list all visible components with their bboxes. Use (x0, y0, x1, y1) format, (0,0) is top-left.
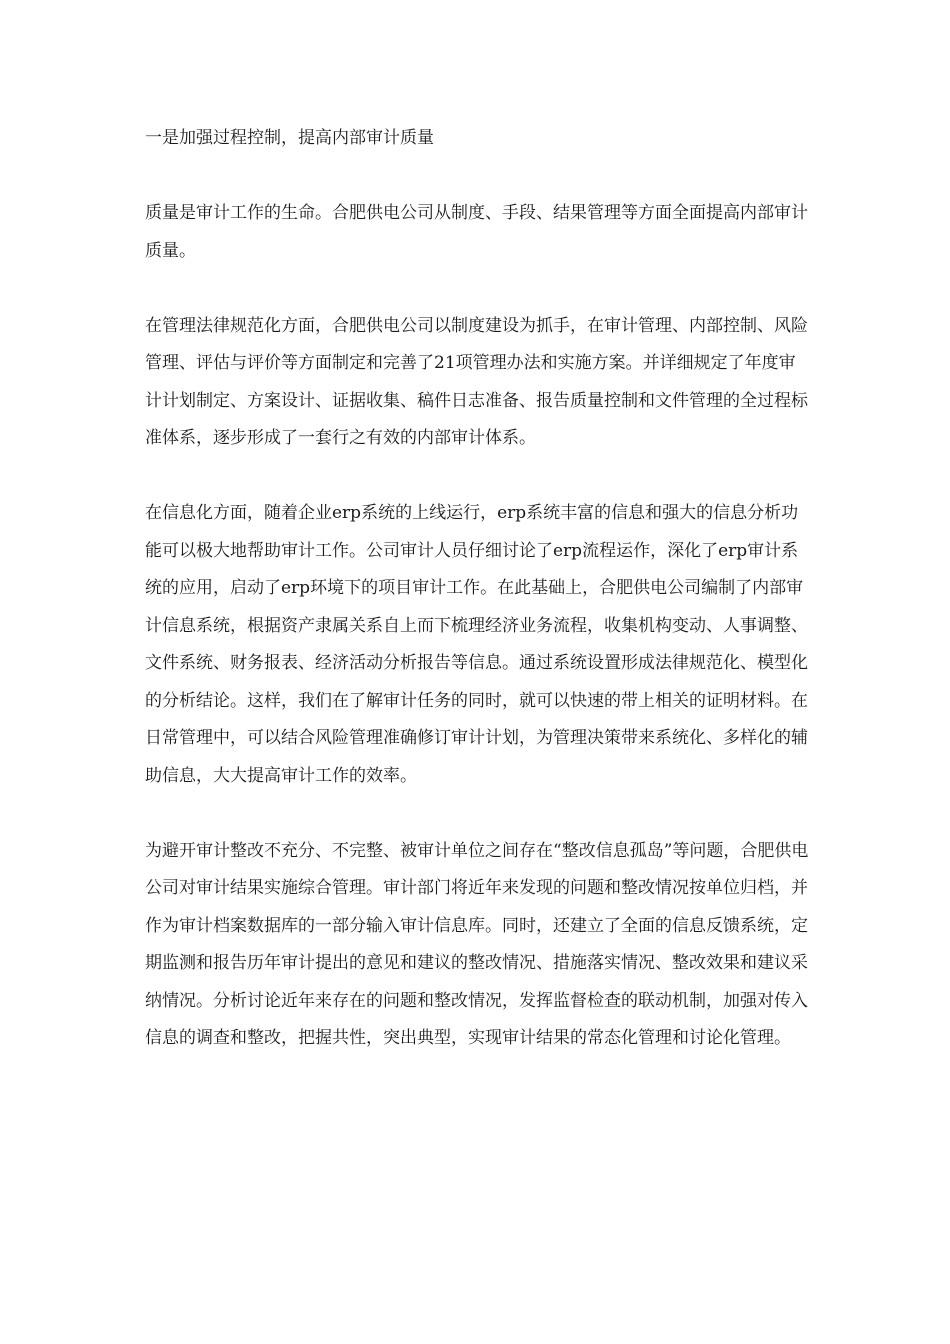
paragraph-rectification: 为避开审计整改不充分、不完整、被审计单位之间存在“整改信息孤岛”等问题，合肥供电公司对审计结果实施综合管理。审计部门将近年来发现的问题和整改情况按单位归档，并作为审计档案数据库的一部分输入审计信息库。同时，还建立了全面的信息反馈系统，定期监测和报告历年审计提出的意见和建议的整改情况、措施落实情况、整改效果和建议采纳情况。分析讨论近年来存在的问题和整改情况，发挥监督检查的联动机制，加强对传入信息的调查和整改，把握共性，突出典型，实现审计结果的常态化管理和讨论化管理。 (145, 840, 809, 1048)
paragraph-quality-intro: 质量是审计工作的生命。合肥供电公司从制度、手段、结果管理等方面全面提高内部审计质量。 (145, 203, 808, 261)
section-heading: 一是加强过程控制，提高内部审计质量 (145, 128, 434, 148)
document-body (145, 120, 810, 1095)
paragraph-informatization: 在信息化方面，随着企业erp系统的上线运行，erp系统丰富的信息和强大的信息分析功能可以极大地帮助审计工作。公司审计人员仔细讨论了erp流程运作，深化了erp审计系统的应用，启动了erp环境下的项目审计工作。在此基础上，合肥供电公司编制了内部审计信息系统，根据资产隶属关系自上而下梳理经济业务流程，收集机构变动、人事调整、文件系统、财务报表、经济活动分析报告等信息。通过系统设置形成法律规范化、模型化的分析结论。这样，我们在了解审计任务的同时，就可以快速的带上相关的证明材料。在日常管理中，可以结合风险管理准确修订审计计划，为管理决策带来系统化、多样化的辅助信息，大大提高审计工作的效率。 (145, 503, 808, 786)
paragraph-regulation: 在管理法律规范化方面，合肥供电公司以制度建设为抓手，在审计管理、内部控制、风险管理、评估与评价等方面制定和完善了21项管理办法和实施方案。并详细规定了年度审计计划制定、方案设计、证据收集、稿件日志准备、报告质量控制和文件管理的全过程标准体系，逐步形成了一套行之有效的内部审计体系。 (145, 315, 808, 448)
